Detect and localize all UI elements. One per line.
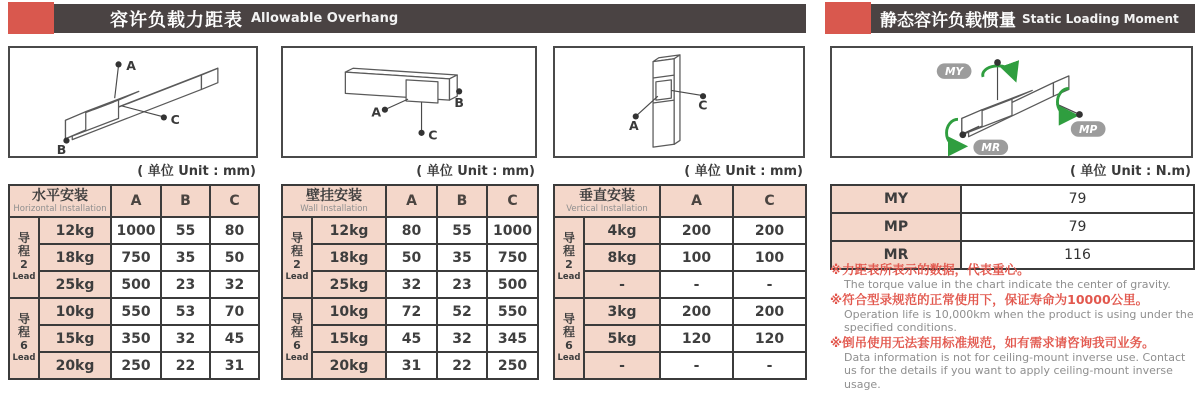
value-cell: 55	[437, 217, 487, 244]
column-header-b: B	[437, 185, 487, 217]
load-cell: 18kg	[312, 244, 386, 271]
value-cell: 750	[111, 244, 161, 271]
lead-zh-2: 程	[290, 243, 303, 258]
value-cell: -	[733, 271, 806, 298]
value-cell: 22	[437, 352, 487, 379]
load-cell: 15kg	[312, 325, 386, 352]
lead-zh-1: 导	[17, 230, 30, 245]
moment-value: 79	[961, 213, 1194, 241]
value-cell: -	[660, 352, 733, 379]
table-title-cell	[9, 185, 111, 217]
right-header-title-en: Static Loading Moment	[1022, 11, 1179, 26]
table-title-zh: 壁挂安装	[306, 187, 362, 204]
lead-en: Lead	[285, 352, 309, 363]
lead-zh-1: 导	[17, 311, 30, 326]
label-b: B	[56, 142, 67, 156]
value-cell: 500	[487, 271, 538, 298]
load-cell: 12kg	[312, 217, 386, 244]
lead-6-cell	[282, 298, 312, 379]
value-cell: 53	[161, 298, 210, 325]
load-cell: 18kg	[39, 244, 111, 271]
value-cell: 1000	[487, 217, 538, 244]
value-cell: 120	[733, 325, 806, 352]
value-cell: 32	[437, 325, 487, 352]
header-accent-square	[8, 2, 54, 34]
value-cell: 32	[386, 271, 437, 298]
value-cell: 200	[660, 298, 733, 325]
lead-zh-2: 程	[17, 243, 30, 258]
load-cell: -	[584, 271, 660, 298]
lead-num: 6	[565, 338, 573, 352]
value-cell: 45	[210, 325, 259, 352]
load-cell: 15kg	[39, 325, 111, 352]
lead-num: 2	[20, 257, 28, 271]
vertical-installation-diagram	[553, 46, 805, 158]
load-cell: 20kg	[312, 352, 386, 379]
value-cell: 55	[161, 217, 210, 244]
value-cell: 200	[733, 298, 806, 325]
note-item	[830, 335, 1198, 392]
horizontal-installation-table	[8, 184, 260, 380]
lead-6-cell	[554, 298, 584, 379]
value-cell: 50	[386, 244, 437, 271]
lead-num: 6	[293, 338, 301, 352]
value-cell: 100	[733, 244, 806, 271]
header-accent-square	[825, 2, 871, 34]
mr-badge-label: MR	[981, 142, 1001, 155]
actuator-vertical-drawing	[555, 48, 803, 156]
left-header-title-en: Allowable Overhang	[251, 11, 399, 26]
wall-installation-diagram	[281, 46, 537, 158]
mp-badge-label: MP	[1079, 123, 1098, 136]
label-c: C	[170, 112, 180, 128]
value-cell: 550	[111, 298, 161, 325]
value-cell: 31	[210, 352, 259, 379]
lead-2-cell	[282, 217, 312, 298]
value-cell: -	[733, 352, 806, 379]
lead-en: Lead	[557, 271, 581, 282]
load-cell: 10kg	[39, 298, 111, 325]
value-cell: 250	[111, 352, 161, 379]
horizontal-installation-diagram	[8, 46, 258, 158]
lead-zh-2: 程	[17, 324, 30, 339]
lead-zh-2: 程	[562, 324, 575, 339]
value-cell: 500	[111, 271, 161, 298]
table-title-zh: 水平安装	[32, 187, 88, 204]
actuator-isometric-drawing	[10, 48, 256, 156]
value-cell: 52	[437, 298, 487, 325]
rail-body	[345, 68, 457, 103]
value-cell: 23	[437, 271, 487, 298]
table-title-en: Horizontal Installation	[13, 203, 107, 214]
value-cell: 35	[437, 244, 487, 271]
label-c: C	[698, 97, 708, 113]
lead-2-cell	[9, 217, 39, 298]
lead-en: Lead	[557, 352, 581, 363]
label-a: A	[126, 58, 136, 74]
rail-body	[653, 55, 680, 147]
column-header-c: C	[733, 185, 806, 217]
lead-num: 2	[565, 257, 573, 271]
static-moment-table	[830, 184, 1195, 270]
lead-zh-1: 导	[290, 230, 303, 245]
moment-value: 79	[961, 185, 1194, 213]
table-title-en: Vertical Installation	[566, 203, 648, 214]
moment-label: MR	[831, 241, 961, 269]
column-header-a: A	[111, 185, 161, 217]
label-c: C	[428, 127, 438, 143]
footnotes	[830, 262, 1198, 391]
note-zh: ※符合型录规范的正常使用下，保证寿命为10000公里。	[830, 291, 1149, 307]
load-cell: -	[584, 352, 660, 379]
load-cell: 12kg	[39, 217, 111, 244]
load-cell: 25kg	[39, 271, 111, 298]
value-cell: 70	[210, 298, 259, 325]
note-zh: ※倒吊使用无法套用标准规范，如有需求请咨询我司业务。	[830, 334, 1155, 350]
wall-installation-table	[281, 184, 539, 380]
value-cell: 350	[111, 325, 161, 352]
value-cell: 1000	[111, 217, 161, 244]
value-cell: 100	[660, 244, 733, 271]
lead-en: Lead	[285, 271, 309, 282]
value-cell: 32	[161, 325, 210, 352]
note-item	[830, 292, 1198, 335]
value-cell: 200	[660, 217, 733, 244]
lead-num: 6	[20, 338, 28, 352]
rail-body	[66, 68, 218, 139]
unit-label-mm: ( 单位 Unit : mm)	[684, 164, 803, 179]
value-cell: 23	[161, 271, 210, 298]
value-cell: 80	[386, 217, 437, 244]
value-cell: 200	[733, 217, 806, 244]
value-cell: 120	[660, 325, 733, 352]
load-cell: 10kg	[312, 298, 386, 325]
label-a: A	[629, 117, 639, 133]
moment-value: 116	[961, 241, 1194, 269]
right-header-title-zh: 静态容许负载惯量	[880, 11, 1016, 31]
value-cell: 250	[487, 352, 538, 379]
right-section-header	[825, 2, 1195, 36]
column-header-c: C	[210, 185, 259, 217]
load-cell: 25kg	[312, 271, 386, 298]
lead-en: Lead	[12, 271, 36, 282]
note-en: Data information is not for ceiling-mount inverse use. Contact us for the details if you want to apply ceiling-mount inverse usage.	[844, 350, 1186, 391]
actuator-side-drawing	[283, 48, 535, 156]
dimension-lines	[387, 99, 422, 131]
my-badge-label: MY	[945, 66, 964, 78]
value-cell: 80	[210, 217, 259, 244]
value-cell: 750	[487, 244, 538, 271]
value-cell: 72	[386, 298, 437, 325]
load-cell: 8kg	[584, 244, 660, 271]
table-title-cell	[554, 185, 660, 217]
left-section-header	[8, 2, 806, 36]
column-header-a: A	[660, 185, 733, 217]
lead-en: Lead	[12, 352, 36, 363]
lead-2-cell	[554, 217, 584, 298]
lead-num: 2	[293, 257, 301, 271]
note-en: Operation life is 10,000km when the product is using under the specified conditions.	[844, 307, 1194, 334]
unit-label-nm: ( 单位 Unit : N.m)	[1069, 164, 1191, 179]
table-title-cell	[282, 185, 386, 217]
value-cell: 35	[161, 244, 210, 271]
value-cell: 45	[386, 325, 437, 352]
value-cell: 550	[487, 298, 538, 325]
static-moment-diagram	[830, 46, 1193, 158]
vertical-installation-table	[553, 184, 807, 380]
value-cell: 50	[210, 244, 259, 271]
column-header-b: B	[161, 185, 210, 217]
lead-zh-2: 程	[290, 324, 303, 339]
left-header-title-zh: 容许负载力距表	[110, 9, 243, 31]
column-header-a: A	[386, 185, 437, 217]
unit-label-mm: ( 单位 Unit : mm)	[416, 164, 535, 179]
unit-label-mm: ( 单位 Unit : mm)	[137, 164, 256, 179]
note-zh: ※力距表所表示的数据，代表重心。	[830, 262, 1030, 277]
lead-zh-1: 导	[562, 311, 575, 326]
table-title-en: Wall Installation	[300, 203, 368, 214]
label-a: A	[371, 104, 382, 120]
lead-zh-1: 导	[562, 230, 575, 245]
value-cell: -	[660, 271, 733, 298]
column-header-c: C	[487, 185, 538, 217]
moment-label: MY	[831, 185, 961, 213]
value-cell: 31	[386, 352, 437, 379]
table-title-zh: 垂直安装	[579, 187, 635, 204]
value-cell: 345	[487, 325, 538, 352]
lead-zh-2: 程	[562, 243, 575, 258]
load-cell: 4kg	[584, 217, 660, 244]
note-en: The torque value in the chart indicate the center of gravity.	[844, 278, 1171, 291]
load-cell: 20kg	[39, 352, 111, 379]
value-cell: 32	[210, 271, 259, 298]
rail-body	[962, 76, 1069, 137]
label-b: B	[454, 94, 464, 110]
value-cell: 22	[161, 352, 210, 379]
moment-label: MP	[831, 213, 961, 241]
lead-zh-1: 导	[290, 311, 303, 326]
lead-6-cell	[9, 298, 39, 379]
moment-isometric-drawing	[832, 48, 1191, 156]
load-cell: 3kg	[584, 298, 660, 325]
note-item	[830, 262, 1198, 292]
load-cell: 5kg	[584, 325, 660, 352]
